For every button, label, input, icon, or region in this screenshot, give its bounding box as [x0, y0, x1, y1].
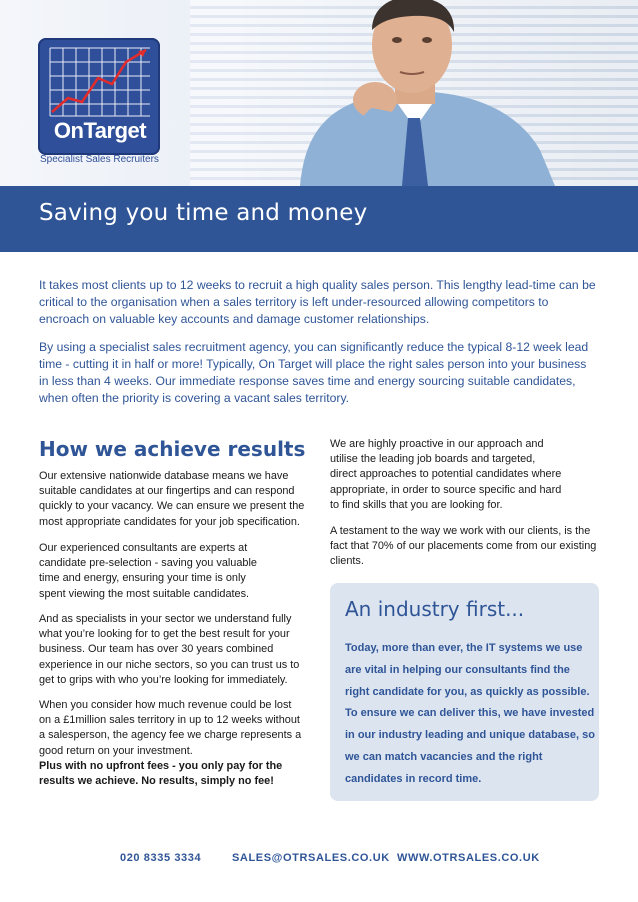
section-heading: How we achieve results	[39, 437, 306, 461]
left-paragraph-3: And as specialists in your sector we understand fully what you’re looking for to get the best result for your business. Our team has over 30 years combined experience in our niche sectors, so you can trust us to get to grips with who you’re looking for immediately.	[39, 613, 300, 686]
logo-grid-chart	[38, 38, 160, 118]
left-paragraph-2: Our experienced consultants are experts at candidate pre-selection - saving you valuable time and energy, ensuring your time is only spent viewing the most suitable candidates.	[39, 542, 257, 600]
no-fee-statement: Plus with no upfront fees - you only pay for the results we achieve. No results, simply no fee!	[39, 759, 283, 788]
page-title: Saving you time and money	[39, 200, 368, 226]
footer-phone[interactable]: 020 8335 3334	[120, 852, 202, 864]
left-paragraph-4	[39, 698, 303, 789]
callout-body: Today, more than ever, the IT systems we use are vital in helping our consultants find the right candidate for you, as quickly as possible. To ensure we can deliver this, we have invested in our industry leading and unique database, so we can match vacancies and the right candidates in record time.	[345, 642, 595, 785]
left-paragraph-4-text: When you consider how much revenue could be lost on a £1million sales territory in up to 12 weeks without a salesperson, the agency fee we charge represents a good return on your investment.	[39, 699, 302, 757]
footer-email[interactable]: SALES@OTRSALES.CO.UK	[232, 852, 390, 864]
hero-photo	[0, 0, 638, 186]
logo-wordmark: OnTarget	[53, 118, 147, 143]
right-paragraph-1: We are highly proactive in our approach and utilise the leading job boards and targeted, direct approaches to potential candidates where appropriate, in order to source specific and hard to find skills that you are looking for.	[330, 438, 562, 511]
intro-paragraph-1: It takes most clients up to 12 weeks to recruit a high quality sales person. This lengthy lead-time can be critical to the organisation when a sales territory is left under-resourced allowing competitors to encroach on valuable key accounts and damage customer relationships.	[39, 278, 596, 326]
callout-title: An industry first...	[345, 597, 525, 621]
right-paragraph-2: A testament to the way we work with our clients, is the fact that 70% of our placements come from our existing clients.	[330, 525, 597, 568]
logo-tagline: Specialist Sales Recruiters	[40, 154, 159, 165]
intro-paragraph-2: By using a specialist sales recruitment agency, you can significantly reduce the typical 8-12 week lead time - cutting it in half or more! Typically, On Target will place the right sales person into your business in less than 4 weeks. Our immediate response saves time and energy sourcing suitable candidates, when often the priority is covering a vacant sales territory.	[39, 340, 589, 405]
footer-website[interactable]: WWW.OTRSALES.CO.UK	[397, 852, 540, 864]
left-paragraph-1: Our extensive nationwide database means we have suitable candidates at our fingertips and can respond quickly to your vacancy. We can ensure we present the most appropriate candidates for your job specification.	[39, 470, 305, 528]
